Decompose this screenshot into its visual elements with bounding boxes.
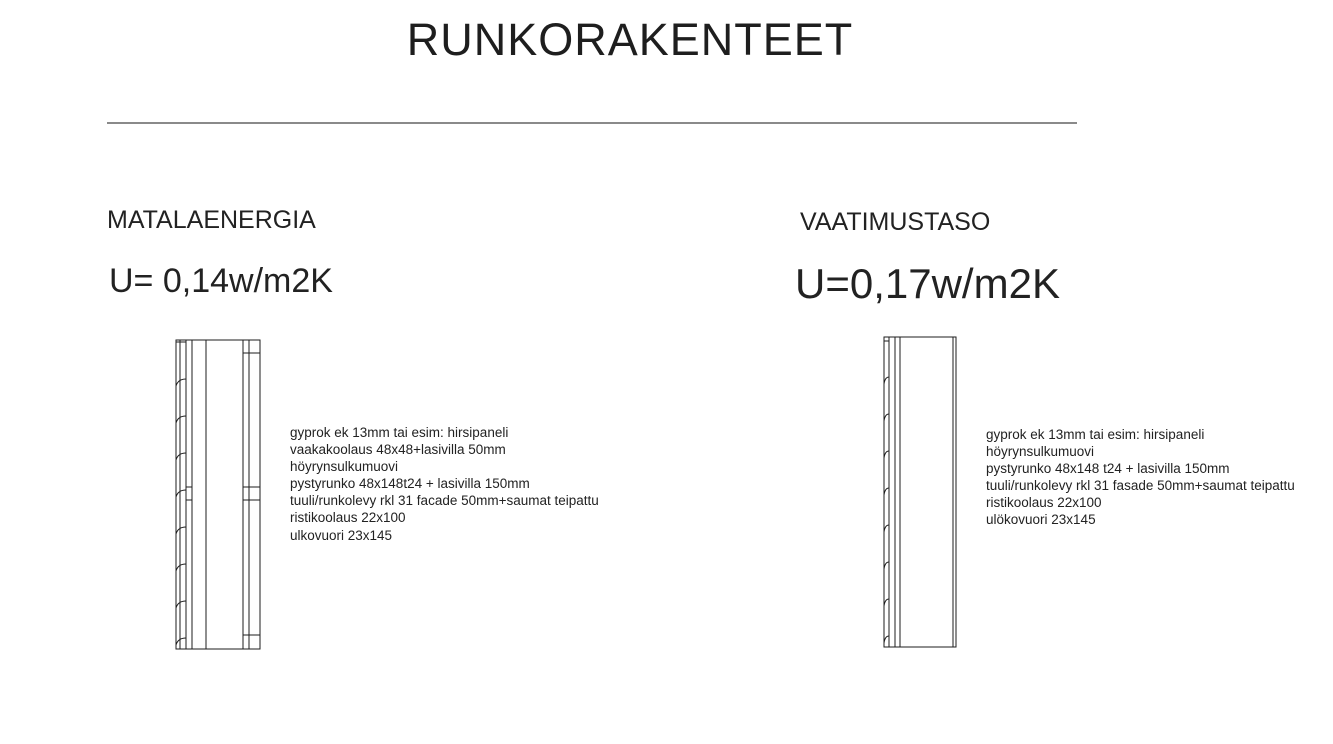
title-divider [107, 122, 1077, 124]
right-layer-4: tuuli/runkolevy rkl 31 fasade 50mm+saumat teipattu [986, 478, 1295, 494]
left-layer-7: ulkovuori 23x145 [290, 527, 393, 543]
left-wall-outline [176, 340, 260, 649]
left-u-value: U= 0,14w/m2K [109, 262, 333, 300]
right-layer-6: ulökovuori 23x145 [986, 512, 1096, 528]
left-heading: MATALAENERGIA [107, 206, 316, 234]
left-layer-3: höyrynsulkumuovi [290, 459, 399, 475]
left-layer-4: pystyrunko 48x148t24 + lasivilla 150mm [290, 476, 530, 492]
left-layer-1: gyprok ek 13mm tai esim: hirsipaneli [290, 425, 509, 440]
right-layer-1: gyprok ek 13mm tai esim: hirsipaneli [986, 427, 1205, 442]
right-layer-list [986, 426, 1295, 529]
left-layer-list [290, 424, 599, 544]
left-cladding-boards [176, 342, 186, 645]
right-cladding-boards [884, 341, 889, 643]
page-title: RUNKORAKENTEET [406, 14, 854, 65]
right-wall-section-drawing [882, 335, 962, 651]
left-layer-2: vaakakoolaus 48x48+lasivilla 50mm [290, 442, 506, 458]
right-u-value: U=0,17w/m2K [795, 260, 1060, 307]
right-heading: VAATIMUSTASO [800, 208, 991, 236]
right-layer-3: pystyrunko 48x148 t24 + lasivilla 150mm [986, 461, 1230, 477]
left-wall-section-drawing [175, 338, 265, 650]
right-layer-2: höyrynsulkumuovi [986, 444, 1095, 460]
left-layer-5: tuuli/runkolevy rkl 31 facade 50mm+saumat teipattu [290, 493, 599, 509]
right-layer-5: ristikoolaus 22x100 [986, 495, 1102, 511]
left-layer-6: ristikoolaus 22x100 [290, 510, 406, 526]
